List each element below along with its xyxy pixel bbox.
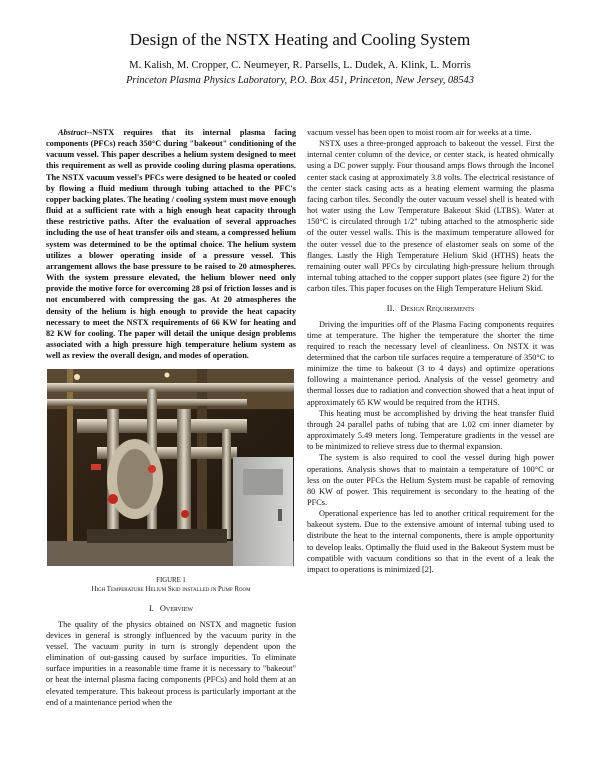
section-number: I.: [148, 604, 154, 614]
abstract-lead: Abstract: [58, 128, 87, 137]
figure-caption: High Temperature Helium Skid installed in Pump Room: [91, 586, 251, 594]
section-number: II.: [386, 304, 395, 314]
abstract-text: --NSTX requires that its internal plasma facing components (PFCs) reach 350°C during "bakeout" conditioning of the vacuum vessel. This paper describes a helium system designed to meet this requirement as well as provide cooling during plasma operations. The NSTX vacuum vessel's PFCs were designed to be heated or cooled by flowing a fluid medium through tubing attached to the PFC's copper backing plates. The heating / cooling system must move enough fluid at a sufficient rate with a high enough heat capacity through these restrictive paths. After the evaluation of several approaches including the use of heat transfer oils and steam, a compressed helium system was determined to be the optimal choice. The helium system utilizes a blower operating inside of a pressure vessel. This arrangement allows the base pressure to be raised to 20 atmospheres. With the system pressure elevated, the helium blower need only provide the motive force for overcoming 28 psi of friction losses and is not encumbered with compressing the gas. At 20 atmospheres the density of the helium is high enough to provide the heat capacity necessary to meet the NSTX requirements of 66 KW for heating and 82 KW for cooling. The paper will detail the unique design problems associated with a high pressure high temperature helium system as well as review the overall design, and modes of operation.: [46, 128, 296, 361]
affiliation: Princeton Plasma Physics Laboratory, P.O. Box 451, Princeton, New Jersey, 08543: [126, 75, 474, 86]
paper-title: Design of the NSTX Heating and Cooling System: [129, 30, 471, 49]
author-list: M. Kalish, M. Cropper, C. Neumeyer, R. Parsells, L. Dudek, A. Klink, L. Morris: [129, 60, 471, 71]
paragraph: Driving the impurities off of the Plasma Facing components requires time at temperature. The higher the temperature the shorter the time required to reach the necessary level of cleanliness. On NSTX it was determined that the carbon tile surfaces require a temperature of 350°C to minimize the time to bakeout (3 to 4 days) and optimize operations following a maintenance period. Analysis of the vessel geometry and thermal losses due to radiation and convection showed that a heat input of approximately 65 KW would be required from the HTHS.: [307, 319, 554, 407]
paragraph: The quality of the physics obtained on NSTX and magnetic fusion devices in general is strongly influenced by the vacuum purity in the vessel. The vacuum purity in turn is strongly dependent upon the elimination of out-gassing caused by surface impurities. To eliminate surface impurities in a reasonable time frame it is necessary to "bakeout" or heat the internal plasma facing components (PFCs) and hold them at an elevated temperature. This bakeout process is particularly important at the end of a maintenance period when the: [46, 619, 296, 707]
paragraph: The system is also required to cool the vessel during high power operations. Analysis shows that to maintain a temperature of 100°C or less on the outer PFCs the Helium System must be capable of removing 80 KW of power. This requirement is secondary to the heating of the PFCs.: [307, 453, 554, 507]
section-heading-overview: [46, 603, 296, 614]
figure-label: FIGURE 1: [156, 577, 186, 585]
paragraph: vacuum vessel has been open to moist room air for weeks at a time.: [307, 128, 532, 137]
figure-1-photo: [47, 369, 294, 566]
section-title: Design Requirements: [400, 304, 475, 314]
abstract: [46, 127, 296, 361]
left-column: [46, 127, 296, 708]
section-title: Overview: [159, 604, 194, 614]
section-heading-design: [307, 303, 554, 314]
paragraph: This heating must be accomplished by driving the heat transfer fluid through 24 parallel paths of tubing that are 1.02 cm inner diameter by approximately 5.49 meters long. Temperature gradients in the vessel are to be minimized to relieve stress due to thermal expansion.: [307, 408, 554, 452]
paragraph: NSTX uses a three-pronged approach to bakeout the vessel. First the internal center column of the device, or center stack, is heated ohmically using a DC power supply. Four thousand amps flows through the Inconel center stack casing at approximately 3.8 volts. The electrical resistance of the center stack casing acts as a heating element warming the plasma facing carbon tiles. Secondly the outer vacuum vessel shell is heated with hot water using the Low Temperature Bakeout Skid (LTBS). Water at 150°C is circulated through 1/2" tubing attached to the atmospheric side of the outer vessel walls. This is the maximum temperature allowed for the outer vessel due to the presence of elastomer seals on some of the flanges. Lastly the High Temperature Helium Skid (HTHS) heats the remaining outer wall PFCs by circulating high-pressure helium through internal tubing attached to the copper support plates (see figure 2) for the carbon tiles. This paper focuses on the High Temperature Helium Skid.: [307, 139, 554, 294]
right-column: [307, 127, 554, 575]
paragraph: Operational experience has led to another critical requirement for the bakeout system. Due to the extensive amount of internal tubing used to distribute the heat to the internal components, there is ample opportunity to develop leaks. Optimally the fluid used in the Bakeout System must be compatible with vacuum conditions so that in the event of a leak the impact to operations is minimized [2].: [307, 509, 554, 574]
